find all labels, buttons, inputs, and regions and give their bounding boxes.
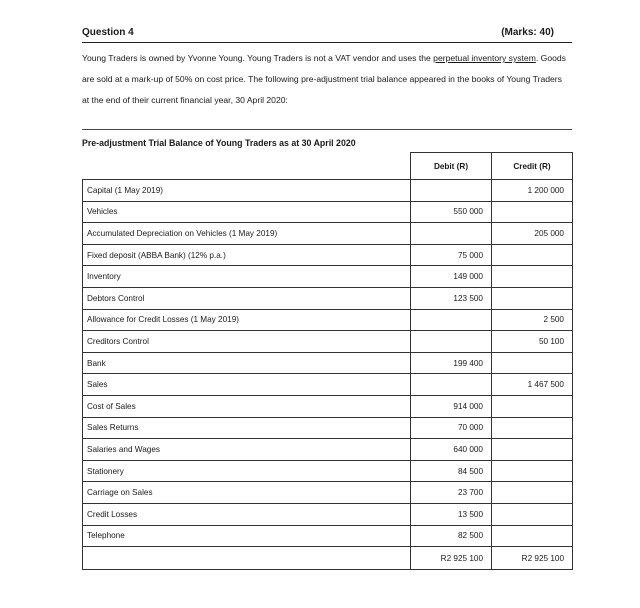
table-row [83,525,573,547]
debit-cell [411,180,492,202]
intro-text-1: Young Traders is owned by Yvonne Young. Young Traders is not a VAT vendor and uses the [82,53,434,63]
debit-cell: 149 000 [411,266,492,288]
account-cell: Capital (1 May 2019) [83,180,411,202]
table-row [83,439,573,461]
credit-cell [492,503,573,525]
credit-cell [492,395,573,417]
account-cell: Bank [83,352,411,374]
account-cell: Cost of Sales [83,395,411,417]
debit-cell: 82 500 [411,525,492,547]
debit-cell: 23 700 [411,482,492,504]
account-cell: Inventory [83,266,411,288]
debit-cell: 914 000 [411,395,492,417]
table-row [83,287,573,309]
intro-underlined: perpetual inventory system [433,53,536,63]
question-page [82,26,572,563]
debit-cell: 75 000 [411,244,492,266]
credit-cell: 50 100 [492,331,573,353]
debit-cell: 550 000 [411,201,492,223]
debit-cell: 13 500 [411,503,492,525]
credit-cell [492,201,573,223]
account-cell: Telephone [83,525,411,547]
account-cell: Creditors Control [83,331,411,353]
table-row [83,244,573,266]
credit-cell [492,439,573,461]
account-cell: Allowance for Credit Losses (1 May 2019) [83,309,411,331]
account-cell: Fixed deposit (ABBA Bank) (12% p.a.) [83,244,411,266]
question-header [82,26,572,43]
credit-cell [492,525,573,547]
credit-cell [492,287,573,309]
debit-cell: 199 400 [411,352,492,374]
account-cell: Salaries and Wages [83,439,411,461]
account-cell: Vehicles [83,201,411,223]
intro-text-2: . Goods are sold at a mark-up of 50% on cost price. The following pre-adjustment trial balance appeared in the books of Young Traders at the end of their current financial year, 30 April 2020: [82,53,566,105]
credit-cell [492,266,573,288]
question-marks: (Marks: 40) [501,27,554,38]
table-row [83,395,573,417]
table-title: Pre-adjustment Trial Balance of Young Traders as at 30 April 2020 [82,129,572,150]
credit-cell: 1 200 000 [492,180,573,202]
question-number: Question 4 [82,27,134,38]
table-row [83,180,573,202]
debit-cell: 123 500 [411,287,492,309]
account-cell: Sales Returns [83,417,411,439]
credit-cell [492,460,573,482]
table-row [83,223,573,245]
totals-row [83,547,573,570]
credit-cell [492,417,573,439]
header-blank-cell [83,153,411,180]
credit-cell [492,482,573,504]
debit-total: R2 925 100 [411,547,492,570]
table-row [83,417,573,439]
debit-cell: 640 000 [411,439,492,461]
account-cell: Sales [83,374,411,396]
credit-cell: 1 467 500 [492,374,573,396]
credit-cell: 2 500 [492,309,573,331]
debit-cell [411,374,492,396]
debit-cell [411,309,492,331]
account-cell: Carriage on Sales [83,482,411,504]
credit-header: Credit (R) [492,153,573,180]
credit-cell [492,244,573,266]
table-row [83,460,573,482]
table-row [83,309,573,331]
account-cell: Credit Losses [83,503,411,525]
table-row [83,352,573,374]
table-row [83,374,573,396]
table-row [83,201,573,223]
account-cell: Debtors Control [83,287,411,309]
debit-cell: 84 500 [411,460,492,482]
account-cell: Stationery [83,460,411,482]
table-row [83,266,573,288]
trial-balance-table [82,152,573,570]
credit-cell [492,352,573,374]
table-header-row [83,153,573,180]
credit-total: R2 925 100 [492,547,573,570]
debit-header: Debit (R) [411,153,492,180]
credit-cell: 205 000 [492,223,573,245]
debit-cell [411,223,492,245]
table-row [83,503,573,525]
debit-cell: 70 000 [411,417,492,439]
debit-cell [411,331,492,353]
totals-blank-cell [83,547,411,570]
account-cell: Accumulated Depreciation on Vehicles (1 May 2019) [83,223,411,245]
table-row [83,482,573,504]
table-row [83,331,573,353]
question-intro [82,48,566,111]
